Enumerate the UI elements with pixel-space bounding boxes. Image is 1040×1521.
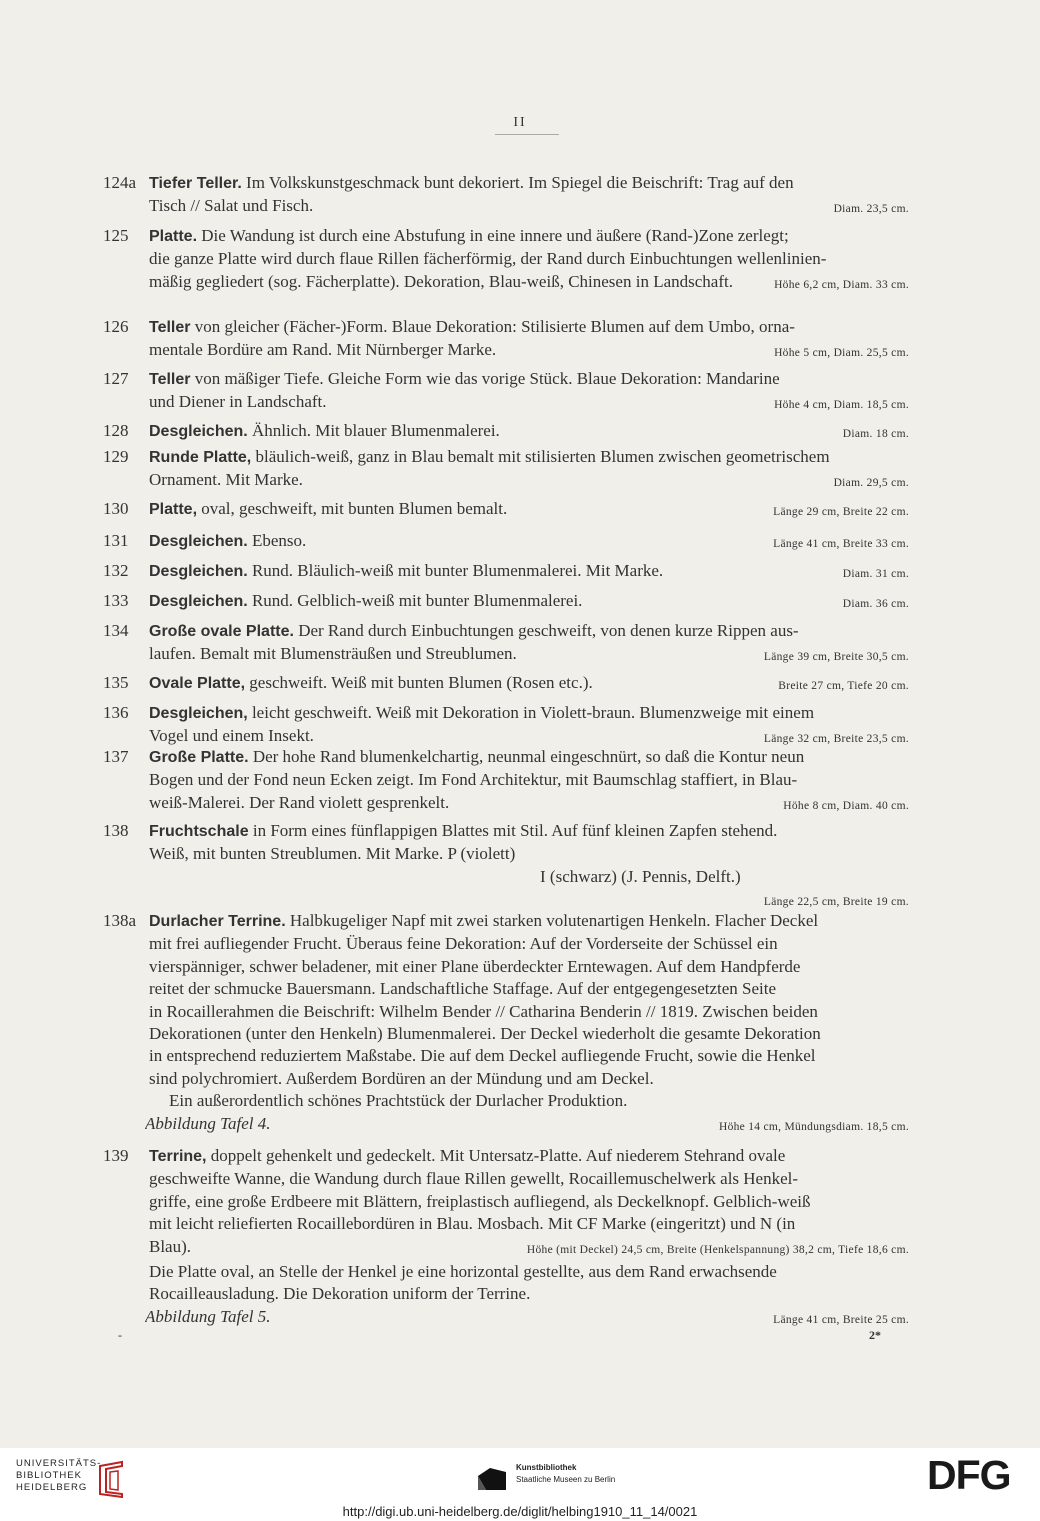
entry-title: Platte,: [149, 501, 198, 518]
entry-text: Der hohe Rand blumenkelchartig, neunmal eingeschnürt, so daß die Kontur neun: [252, 747, 805, 766]
entry-text: mäßig gegliedert (sog. Fächerplatte). Dekoration, Blau-weiß, Chinesen in Landschaft.: [149, 271, 733, 291]
entry-text: Dekorationen (unter den Henkeln) Blumenmalerei. Der Deckel wiederholt die gesamte Dekoration: [149, 1024, 821, 1044]
entry-text: mentale Bordüre am Rand. Mit Nürnberger Marke.: [149, 340, 497, 360]
footer-bar: [0, 1448, 1040, 1521]
entry-number: 139: [103, 1146, 129, 1165]
entry-138a: [103, 910, 951, 1138]
entry-remark: Ein außerordentlich schönes Prachtstück der Durlacher Produktion.: [169, 1091, 628, 1111]
entry-measurements: Länge 29 cm, Breite 22 cm.: [773, 506, 909, 518]
kunstbibliothek-label: Kunstbibliothek Staatliche Museen zu Berlin: [516, 1463, 616, 1484]
entry-text: Im Volkskunstgeschmack bunt dekoriert. Im Spiegel die Beischrift: Trag auf den: [246, 173, 794, 192]
entry-125: [103, 225, 951, 296]
entry-text: vierspänniger, schwer beladener, mit einer Plane überdeckter Erntewagen. Auf dem Handpferde: [149, 956, 801, 976]
entry-number: 127: [103, 369, 129, 388]
entry-title: Platte.: [149, 228, 198, 245]
entry-number: 136: [103, 703, 129, 722]
entry-title: Große ovale Platte.: [149, 623, 294, 640]
entry-134: [103, 620, 951, 669]
entry-measurements: Länge 41 cm, Breite 33 cm.: [773, 538, 909, 550]
entry-text: Rund. Gelblich-weiß mit bunter Blumenmalerei.: [251, 591, 583, 610]
entry-139: [103, 1145, 951, 1331]
entry-number: 138: [103, 821, 129, 840]
entry-126: [103, 316, 951, 365]
entry-text: laufen. Bemalt mit Blumensträußen und Streublumen.: [149, 644, 517, 664]
entry-124a: [103, 172, 951, 221]
entry-measurements: Länge 41 cm, Breite 25 cm.: [773, 1313, 909, 1326]
entry-number: 134: [103, 621, 129, 640]
entry-text: Rocailleausladung. Die Dekoration uniform der Terrine.: [149, 1284, 531, 1304]
entry-text: in Rocaillerahmen die Beischrift: Wilhelm Bender // Catharina Benderin // 1819. Zwischen beiden: [149, 1001, 818, 1021]
ub-heidelberg-logo-icon: [96, 1460, 126, 1498]
entry-text: Vogel und einem Insekt.: [149, 726, 314, 746]
entry-number: 130: [103, 499, 129, 518]
entry-text: reitet der schmucke Bauersmann. Landschaftliche Staffage. Auf der entgegengesetzten Seite: [149, 979, 777, 999]
entry-text: Halbkugeliger Napf mit zwei starken volutenartigen Henkeln. Flacher Deckel: [289, 911, 819, 930]
figure-caption: Abbildung Tafel 5.: [145, 1306, 271, 1326]
margin-mark: -: [118, 1328, 122, 1342]
entry-137: [103, 746, 951, 817]
entry-measurements: Diam. 29,5 cm.: [833, 477, 909, 490]
entry-text: oval, geschweift, mit bunten Blumen bemalt.: [201, 499, 508, 518]
entry-measurements: Höhe (mit Deckel) 24,5 cm, Breite (Henkelspannung) 38,2 cm, Tiefe 18,6 cm.: [526, 1243, 909, 1256]
entry-text: Blau).: [149, 1236, 192, 1256]
entry-text: und Diener in Landschaft.: [149, 392, 327, 412]
entry-number: 131: [103, 531, 129, 550]
entry-measurements: Höhe 6,2 cm, Diam. 33 cm.: [774, 278, 909, 291]
entry-measurements: Breite 27 cm, Tiefe 20 cm.: [778, 680, 909, 692]
entry-129: [103, 446, 951, 495]
entry-measurements: Diam. 18 cm.: [842, 428, 909, 440]
entry-131: [103, 530, 951, 555]
entry-text: Die Platte oval, an Stelle der Henkel je eine horizontal gestellte, aus dem Rand erwachsende: [149, 1262, 777, 1282]
entry-text: mit leicht reliefierten Rocaillebordüren in Blau. Mosbach. Mit CF Marke (eingeritzt) und N (in: [149, 1214, 796, 1234]
entry-text: Rund. Bläulich-weiß mit bunter Blumenmalerei. Mit Marke.: [251, 561, 664, 580]
entry-measurements: Diam. 23,5 cm.: [833, 203, 909, 216]
entry-text: in Form eines fünflappigen Blattes mit Stil. Auf fünf kleinen Zapfen stehend.: [252, 821, 778, 840]
signature-mark: 2*: [869, 1328, 881, 1342]
entry-number: 128: [103, 421, 129, 440]
entry-number: 137: [103, 747, 129, 766]
entry-128: [103, 420, 951, 445]
entry-number: 132: [103, 561, 129, 580]
entry-number: 129: [103, 447, 129, 466]
entry-number: 126: [103, 317, 129, 336]
entry-number: 124a: [103, 173, 137, 192]
entry-127: [103, 368, 951, 417]
entry-title: Desgleichen.: [149, 533, 248, 550]
entry-text: geschweift. Weiß mit bunten Blumen (Rosen etc.).: [249, 673, 593, 692]
entry-135: [103, 672, 951, 697]
entry-number: 138a: [103, 911, 137, 930]
entry-measurements: Länge 39 cm, Breite 30,5 cm.: [763, 651, 909, 664]
entry-138: [103, 820, 951, 914]
entry-text: geschweifte Wanne, die Wandung durch flaue Rillen gewellt, Rocaillemuschelwerk als Henkel-: [149, 1169, 799, 1189]
entry-title: Durlacher Terrine.: [149, 913, 286, 930]
entry-title: Terrine,: [149, 1148, 207, 1165]
entry-title: Ovale Platte,: [149, 675, 246, 692]
entry-title: Fruchtschale: [149, 823, 249, 840]
entry-133: [103, 590, 951, 615]
ub-heidelberg-label: UNIVERSITÄTS- BIBLIOTHEK HEIDELBERG: [16, 1458, 102, 1493]
entry-number: 135: [103, 673, 129, 692]
page-number: II: [513, 115, 527, 130]
entry-text: Weiß, mit bunten Streublumen. Mit Marke. P (violett): [149, 844, 516, 864]
source-url[interactable]: http://digi.ub.uni-heidelberg.de/diglit/helbing1910_11_14/0021: [342, 1504, 698, 1519]
figure-caption: Abbildung Tafel 4.: [145, 1113, 271, 1133]
kunstbibliothek-logo-icon: [474, 1462, 510, 1492]
entry-text: I (schwarz) (J. Pennis, Delft.): [540, 866, 741, 886]
dfg-logo: DFG: [927, 1452, 1011, 1498]
entry-text: die ganze Platte wird durch flaue Rillen fächerförmig, der Rand durch Einbuchtungen wellenlinien-: [149, 249, 827, 269]
entry-text: bläulich-weiß, ganz in Blau bemalt mit stilisierten Blumen zwischen geometrischem: [255, 447, 830, 466]
entry-measurements: Länge 32 cm, Breite 23,5 cm.: [763, 733, 909, 746]
entry-measurements: Höhe 14 cm, Mündungsdiam. 18,5 cm.: [718, 1120, 909, 1133]
entry-text: mit frei aufliegender Frucht. Überaus feine Dekoration: Auf der Vorderseite der Schüssel ein: [149, 934, 778, 954]
entry-measurements: Höhe 8 cm, Diam. 40 cm.: [783, 799, 909, 812]
entry-measurements: Diam. 36 cm.: [842, 598, 909, 610]
entry-title: Tiefer Teller.: [149, 175, 242, 192]
entry-measurements: Länge 22,5 cm, Breite 19 cm.: [763, 896, 909, 909]
entry-text: von mäßiger Tiefe. Gleiche Form wie das vorige Stück. Blaue Dekoration: Mandarine: [194, 369, 780, 388]
entry-text: weiß-Malerei. Der Rand violett gesprenkelt.: [149, 792, 450, 812]
entry-measurements: Höhe 4 cm, Diam. 18,5 cm.: [774, 399, 909, 412]
entry-136: [103, 702, 951, 751]
entry-number: 125: [103, 226, 129, 245]
entry-text: Ebenso.: [251, 531, 307, 550]
entry-title: Desgleichen.: [149, 563, 248, 580]
entry-text: Ähnlich. Mit blauer Blumenmalerei.: [251, 421, 500, 440]
entry-title: Runde Platte,: [149, 449, 252, 466]
page-number-rule: [495, 134, 559, 135]
entry-text: Die Wandung ist durch eine Abstufung in eine innere und äußere (Rand-)Zone zerlegt;: [201, 226, 789, 245]
entry-text: Ornament. Mit Marke.: [149, 470, 303, 490]
entry-title: Desgleichen.: [149, 423, 248, 440]
entry-text: Tisch // Salat und Fisch.: [149, 196, 314, 216]
entry-text: leicht geschweift. Weiß mit Dekoration in Violett-braun. Blumenzweige mit einem: [251, 703, 815, 722]
entry-title: Teller: [149, 319, 191, 336]
entry-text: Bogen und der Fond neun Ecken zeigt. Im Fond Architektur, mit Baumschlag staffiert, in Blau-: [149, 770, 798, 790]
entry-text: griffe, eine große Erdbeere mit Blättern, freiplastisch aufliegend, als Deckelknopf. Gelblich-weiß: [149, 1191, 811, 1211]
entry-text: sind polychromiert. Außerdem Bordüren an der Mündung und am Deckel.: [149, 1068, 654, 1088]
entry-title: Desgleichen.: [149, 593, 248, 610]
entry-number: 133: [103, 591, 129, 610]
entry-text: von gleicher (Fächer-)Form. Blaue Dekoration: Stilisierte Blumen auf dem Umbo, orna-: [194, 317, 795, 336]
entry-132: [103, 560, 951, 585]
entry-title: Große Platte.: [149, 749, 249, 766]
entry-text: in entsprechend reduziertem Maßstabe. Die auf dem Deckel aufliegende Frucht, sowie die Henkel: [149, 1046, 816, 1066]
entry-text: doppelt gehenkelt und gedeckelt. Mit Untersatz-Platte. Auf niederem Stehrand ovale: [210, 1146, 786, 1165]
entry-title: Teller: [149, 371, 191, 388]
entry-title: Desgleichen,: [149, 705, 248, 722]
entry-text: Der Rand durch Einbuchtungen geschweift, von denen kurze Rippen aus-: [298, 621, 799, 640]
entry-measurements: Höhe 5 cm, Diam. 25,5 cm.: [774, 347, 909, 360]
entry-130: [103, 498, 951, 523]
entry-measurements: Diam. 31 cm.: [842, 568, 909, 580]
